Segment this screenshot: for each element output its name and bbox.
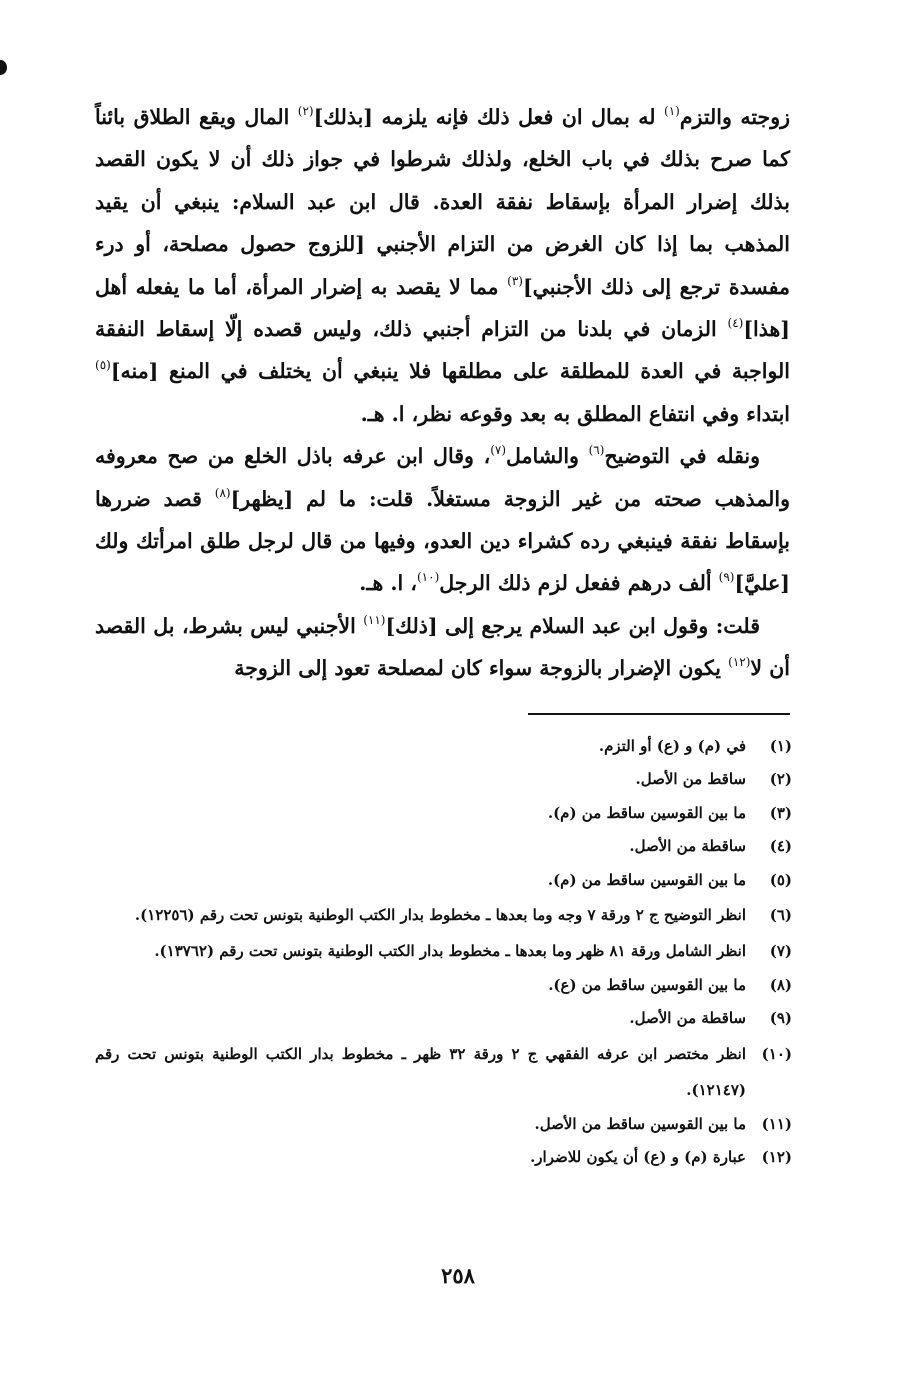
footnote [95,763,792,796]
footnote [95,1141,792,1174]
footnote-number: (٤) [769,837,792,856]
footnote-marker: (٨) [214,485,231,500]
footnote [95,730,792,763]
footnote-marker: (٥) [95,358,111,373]
footnote [95,897,792,933]
footnote-marker: (٢) [297,104,314,118]
footnote-text: في (م) و (ع) أو التزم. [598,737,746,755]
footnote-number: (٢) [769,770,792,789]
footnote-marker: (١) [664,104,680,118]
footnote [95,797,792,830]
footnote [95,830,792,863]
page-edge-mark [0,60,7,75]
footnote-marker: (١٢) [728,655,751,670]
footnote-marker: (٩) [718,570,735,585]
footnote-number: (٧) [769,942,792,961]
footnote [95,933,792,969]
footnote [95,1002,792,1035]
footnote-marker: (٤) [727,316,744,331]
footnote-number: (١٢) [761,1148,792,1167]
footnote-number: (٣) [769,803,792,822]
footnote-number: (١) [769,737,792,755]
footnote-text: ساقط من الأصل. [635,770,746,789]
footnote-text: ما بين القوسين ساقط من (م). [547,803,746,822]
footnote-marker: (٣) [507,273,523,288]
footnote-marker: (٦) [588,443,605,458]
footnote-text: عبارة (م) و (ع) أن يكون للاضرار. [530,1148,746,1167]
footnote [95,969,792,1002]
footnote-text: ما بين القوسين ساقط من (ع). [548,976,746,995]
footnote-marker: (١٠) [416,570,440,585]
footnote [95,1036,792,1108]
footnotes-list [95,730,792,1175]
footnote-number: (٦) [769,906,792,925]
page-number: ٢٥٨ [441,1263,475,1288]
footnote-number: (٥) [769,870,792,889]
footnote-divider [528,713,790,715]
footnote-number: (٩) [769,1009,792,1028]
footnote-text: ساقطة من الأصل. [629,837,746,856]
footnote-text: انظر الشامل ورقة ٨١ ظهر وما بعدها ـ مخطوط بدار الكتب الوطنية بتونس تحت رقم (١٣٧٦٢). [154,942,746,961]
footnote [95,1108,792,1141]
footnote-number: (٨) [769,976,792,995]
footnote-text: ساقطة من الأصل. [629,1009,746,1028]
footnote [95,864,792,897]
footnote-text: ما بين القوسين ساقط من الأصل. [534,1114,746,1133]
footnote-marker: (١١) [363,612,386,627]
footnote-text: ما بين القوسين ساقط من (م). [547,870,746,889]
main-text [95,96,790,690]
footnote-marker: (٧) [490,443,507,458]
footnote-number: (١٠) [761,1044,792,1063]
paragraph-1: زوجته والتزم$^{(١)}$ له بمال ان فعل ذلك فإنه يلزمه [بذلك]$^{(٢)}$ المال ويقع الطلاق بائناً كما صرح بذلك في باب الخلع، ولذلك شرطوا في جواز ذلك أن لا يكون القصد بذلك إضرار المرأة بإسقاط نفقة العدة. قال ابن عبد السلام: ينبغي أن يقيد المذهب بما إذا كان الغرض من التزام الأجنبي [للزوج حصول مصلحة، أو درء مفسدة ترجع إلى ذلك الأجنبي]$^{(٣)}$ مما لا يقصد به إضرار المرأة، أما ما يفعله أهل [هذا]$^{(٤)}$ الزمان في بلدنا من التزام أجنبي ذلك، وليس قصده إلّا إسقاط النفقة الواجبة في العدة للمطلقة على مطلقها فلا ينبغي أن يختلف في المنع [منه]$^{(٥)}$ ابتداء وفي انتفاع المطلق به بعد وقوعه نظر، ا. هـ. [95,104,790,426]
paragraph-2: ونقله في التوضيح$^{(٦)}$ والشامل$^{(٧)}$، وقال ابن عرفه باذل الخلع من صح معروفه والمذهب صحته من غير الزوجة مستغلاً. قلت: ما لم [يظهر]$^{(٨)}$ قصد ضررها بإسقاط نفقة فينبغي رده كشراء دين العدو، وفيها من قال لرجل طلق امرأتك ولك [عليَّ]$^{(٩)}$ ألف درهم ففعل لزم ذلك الرجل$^{(١٠)}$، ا. هـ. [95,443,790,596]
footnote-text: انظر التوضيح ج ٢ ورقة ٧ وجه وما بعدها ـ مخطوط بدار الكتب الوطنية بتونس تحت رقم (١٢٢٥٦). [134,906,746,925]
paragraph-3: قلت: وقول ابن عبد السلام يرجع إلى [ذلك]$^{(١١)}$ الأجنبي ليس بشرط، بل القصد أن لا$^{(١٢)}$ يكون الإضرار بالزوجة سواء كان لمصلحة تعود إلى الزوجة [95,612,790,681]
footnote-text: انظر مختصر ابن عرفه الفقهي ج ٢ ورقة ٣٢ ظهر ـ مخطوط بدار الكتب الوطنية بتونس تحت رقم (١٢١٤٧). [95,1044,746,1099]
footnote-number: (١١) [761,1114,792,1133]
